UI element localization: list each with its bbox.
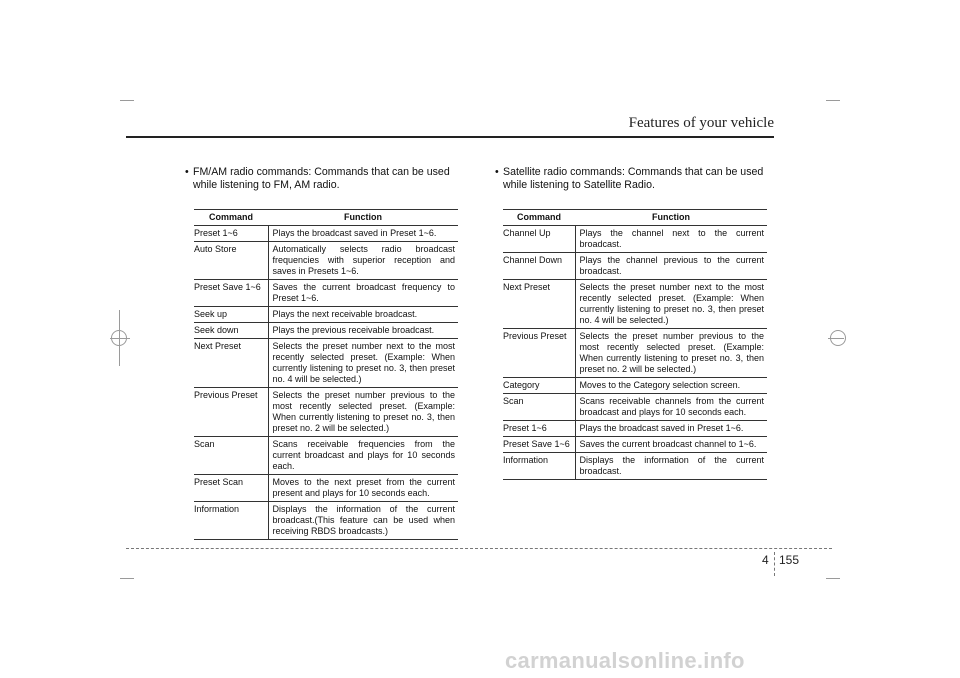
table-row (503, 378, 767, 394)
table-row (503, 437, 767, 453)
command-cell: Preset Save 1~6 (194, 280, 268, 307)
command-cell: Previous Preset (503, 329, 575, 378)
table-row (194, 339, 458, 388)
table-row (194, 323, 458, 339)
bullet-dot: • (495, 166, 499, 178)
command-cell: Previous Preset (194, 388, 268, 437)
crop-mark (120, 100, 134, 101)
table-header-row (194, 210, 458, 226)
column-header-command: Command (503, 210, 575, 226)
command-cell: Seek down (194, 323, 268, 339)
command-cell: Category (503, 378, 575, 394)
command-cell: Auto Store (194, 242, 268, 280)
fm-am-bullet (185, 166, 465, 192)
table-row (503, 226, 767, 253)
command-cell: Next Preset (194, 339, 268, 388)
function-cell: Saves the current broadcast channel to 1~6. (575, 437, 767, 453)
bullet-dot: • (185, 166, 189, 178)
function-cell: Displays the information of the current broadcast. (575, 453, 767, 480)
satellite-commands-table (503, 209, 767, 480)
crop-mark (826, 578, 840, 579)
function-cell: Scans receivable frequencies from the current broadcast and plays for 10 seconds each. (268, 437, 458, 475)
function-cell: Plays the next receivable broadcast. (268, 307, 458, 323)
bullet-text: Satellite radio commands: Commands that can be used while listening to Satellite Radio. (503, 166, 764, 191)
command-cell: Scan (194, 437, 268, 475)
command-cell: Seek up (194, 307, 268, 323)
table-row (503, 253, 767, 280)
table-row (194, 437, 458, 475)
crop-mark (826, 100, 840, 101)
function-cell: Displays the information of the current broadcast.(This feature can be used when receiving RBDS broadcasts.) (268, 502, 458, 540)
command-cell: Preset 1~6 (194, 226, 268, 242)
table-row (503, 329, 767, 378)
bullet-text: FM/AM radio commands: Commands that can be used while listening to FM, AM radio. (193, 166, 450, 191)
page-number: 155 (779, 553, 800, 567)
command-cell: Information (503, 453, 575, 480)
function-cell: Moves to the next preset from the current present and plays for 10 seconds each. (268, 475, 458, 502)
table-row (194, 226, 458, 242)
command-cell: Channel Up (503, 226, 575, 253)
command-cell: Scan (503, 394, 575, 421)
function-cell: Selects the preset number previous to the most recently selected preset. (Example: When currently listening to preset no. 3, then preset no. 2 will be selected.) (575, 329, 767, 378)
function-cell: Plays the channel next to the current broadcast. (575, 226, 767, 253)
table-row (194, 502, 458, 540)
section-title: Features of your vehicle (628, 115, 774, 131)
header-rule (126, 136, 774, 138)
fm-am-commands-table (194, 209, 458, 540)
function-cell: Saves the current broadcast frequency to Preset 1~6. (268, 280, 458, 307)
function-cell: Selects the preset number next to the most recently selected preset. (Example: When currently listening to preset no. 3, then preset no. 4 will be selected.) (575, 280, 767, 329)
function-cell: Plays the channel previous to the current broadcast. (575, 253, 767, 280)
page-separator (774, 552, 775, 576)
table-row (194, 388, 458, 437)
table-row (194, 242, 458, 280)
table-row (503, 280, 767, 329)
function-cell: Plays the broadcast saved in Preset 1~6. (268, 226, 458, 242)
watermark: carmanualsonline.info (505, 648, 745, 673)
registration-circle (111, 330, 127, 346)
command-cell: Information (194, 502, 268, 540)
command-cell: Preset 1~6 (503, 421, 575, 437)
table-row (503, 421, 767, 437)
registration-circle (830, 330, 846, 346)
function-cell: Selects the preset number next to the most recently selected preset. (Example: When currently listening to preset no. 3, then preset no. 4 will be selected.) (268, 339, 458, 388)
table-row (194, 280, 458, 307)
command-cell: Preset Save 1~6 (503, 437, 575, 453)
function-cell: Selects the preset number previous to the most recently selected preset. (Example: When currently listening to preset no. 3, then preset no. 2 will be selected.) (268, 388, 458, 437)
footer-rule (126, 548, 832, 549)
table-row (503, 453, 767, 480)
table-row (503, 394, 767, 421)
command-cell: Preset Scan (194, 475, 268, 502)
table-row (194, 475, 458, 502)
column-header-command: Command (194, 210, 268, 226)
function-cell: Plays the broadcast saved in Preset 1~6. (575, 421, 767, 437)
function-cell: Plays the previous receivable broadcast. (268, 323, 458, 339)
table-row (194, 307, 458, 323)
function-cell: Scans receivable channels from the current broadcast and plays for 10 seconds each. (575, 394, 767, 421)
table-header-row (503, 210, 767, 226)
chapter-number: 4 (762, 553, 769, 567)
function-cell: Automatically selects radio broadcast frequencies with superior reception and saves in Presets 1~6. (268, 242, 458, 280)
satellite-bullet (495, 166, 775, 192)
command-cell: Channel Down (503, 253, 575, 280)
function-cell: Moves to the Category selection screen. (575, 378, 767, 394)
column-header-function: Function (268, 210, 458, 226)
column-header-function: Function (575, 210, 767, 226)
crop-mark (120, 578, 134, 579)
command-cell: Next Preset (503, 280, 575, 329)
